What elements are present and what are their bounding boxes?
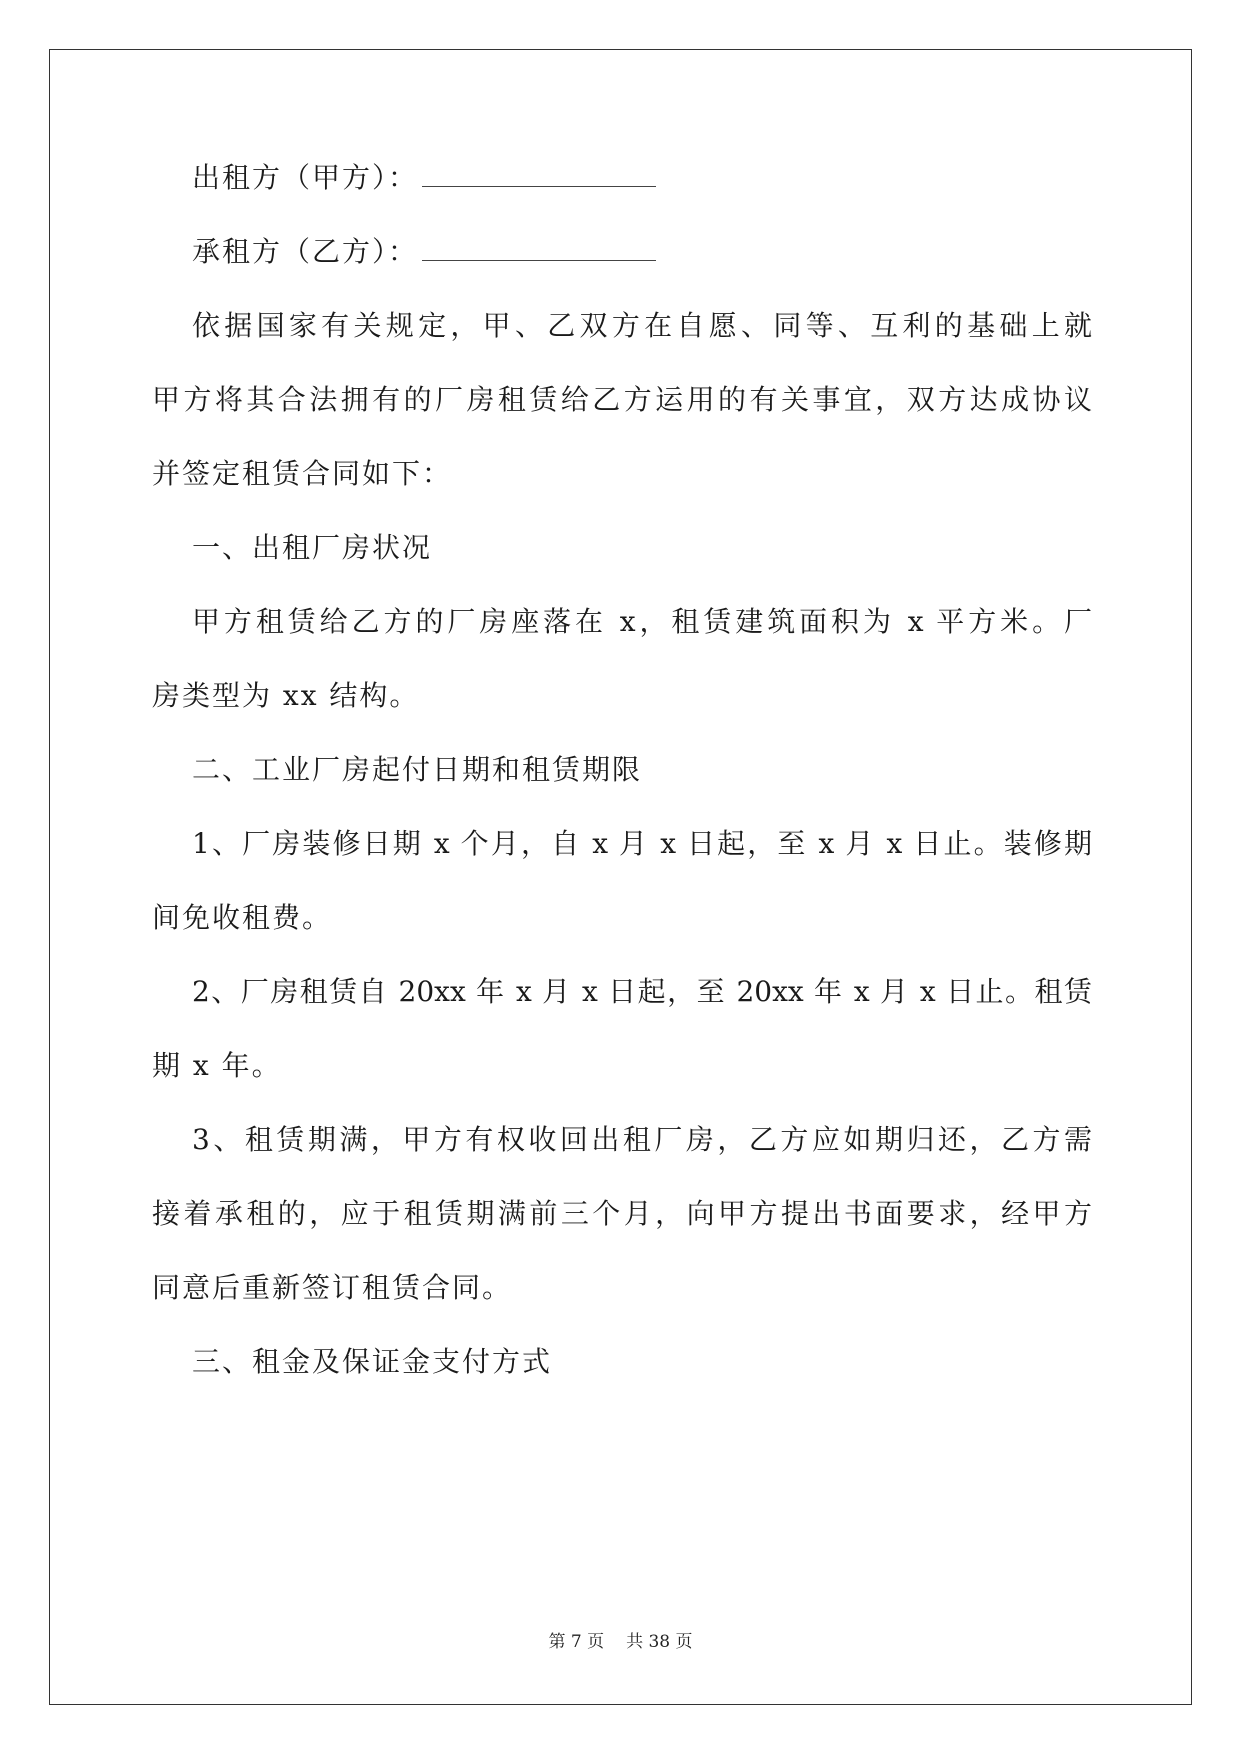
section-2-item-1-line-2: 间免收租费。	[152, 901, 333, 934]
total-page-count: 共 38 页	[626, 1632, 693, 1652]
section-2-item-3-line-2: 接着承租的，应于租赁期满前三个月，向甲方提出书面要求，经甲方	[152, 1197, 1092, 1230]
section-1-body-line-2: 房类型为 xx 结构。	[152, 679, 420, 712]
section-2-item-2-line-2: 期 x 年。	[152, 1049, 282, 1082]
intro-paragraph-line-2: 甲方将其合法拥有的厂房租赁给乙方运用的有关事宜，双方达成协议	[152, 383, 1092, 416]
lessor-line	[192, 160, 656, 196]
intro-paragraph-line-3: 并签定租赁合同如下：	[152, 457, 453, 490]
section-2-heading: 二、工业厂房起付日期和租赁期限	[192, 753, 643, 786]
section-2-item-3-line-1: 3、租赁期满，甲方有权收回出租厂房，乙方应如期归还，乙方需	[192, 1123, 1092, 1156]
intro-paragraph-line-1: 依据国家有关规定，甲、乙双方在自愿、同等、互利的基础上就	[192, 309, 1092, 342]
current-page-number: 第 7 页	[548, 1632, 605, 1652]
lessor-label: 出租方（甲方）：	[192, 161, 419, 194]
section-3-heading: 三、租金及保证金支付方式	[192, 1345, 553, 1378]
lessee-blank	[422, 236, 656, 261]
page-frame	[49, 49, 1192, 1705]
section-2-item-2-line-1: 2、厂房租赁自 20xx 年 x 月 x 日起，至 20xx 年 x 月 x 日止。租赁	[192, 975, 1092, 1008]
lessee-line	[192, 234, 656, 270]
section-2-item-1-line-1: 1、厂房装修日期 x 个月，自 x 月 x 日起，至 x 月 x 日止。装修期	[192, 827, 1092, 860]
section-1-body-line-1: 甲方租赁给乙方的厂房座落在 x，租赁建筑面积为 x 平方米。厂	[192, 605, 1092, 638]
lessor-blank	[422, 162, 656, 187]
section-1-heading: 一、出租厂房状况	[192, 531, 433, 564]
section-2-item-3-line-3: 同意后重新签订租赁合同。	[152, 1271, 513, 1304]
page-footer	[0, 1627, 1241, 1652]
lessee-label: 承租方（乙方）：	[192, 235, 419, 268]
